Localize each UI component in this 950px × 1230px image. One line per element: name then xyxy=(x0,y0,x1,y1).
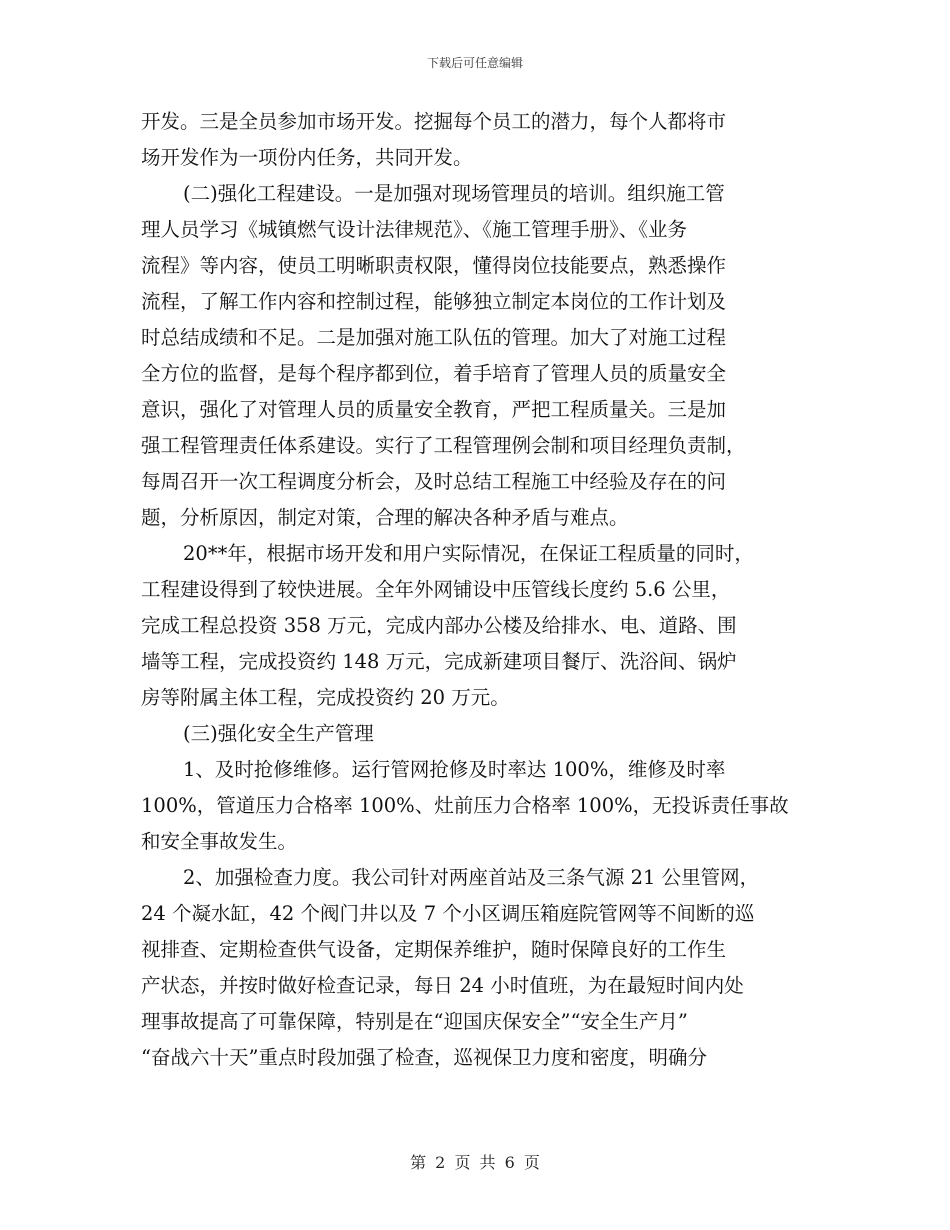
text-line: 每周召开一次工程调度分析会，及时总结工程施工中经验及存在的问 xyxy=(141,470,727,493)
text-line: 开发。三是全员参加市场开发。挖掘每个员工的潜力，每个人都将市 xyxy=(141,110,727,133)
text-line: 墙等工程，完成投资约 148 万元，完成新建项目餐厅、洗浴间、锅炉 xyxy=(141,650,737,673)
text-line: 100%，管道压力合格率 100%、灶前压力合格率 100%，无投诉责任事故 xyxy=(141,794,789,817)
body-text xyxy=(141,104,813,1076)
text-line: 20**年，根据市场开发和用户实际情况，在保证工程质量的同时， xyxy=(183,542,754,565)
text-line: 2、加强检查力度。我公司针对两座首站及三条气源 21 公里管网， xyxy=(183,866,760,889)
text-line: 工程建设得到了较快进展。全年外网铺设中压管线长度约 5.6 公里， xyxy=(141,578,731,601)
text-line: 场开发作为一项份内任务，共同开发。 xyxy=(141,146,473,169)
text-line: 1、及时抢修维修。运行管网抢修及时率达 100%，维修及时率 xyxy=(183,758,726,781)
text-line: “奋战六十天”重点时段加强了检查，巡视保卫力度和密度，明确分 xyxy=(141,1046,707,1069)
text-line: 强工程管理责任体系建设。实行了工程管理例会制和项目经理负责制， xyxy=(141,434,746,457)
page-header: 下载后可任意编辑 xyxy=(426,56,523,70)
text-line: 完成工程总投资 358 万元，完成内部办公楼及给排水、电、道路、围 xyxy=(141,614,737,637)
text-line: 24 个凝水缸，42 个阀门井以及 7 个小区调压箱庭院管网等不间断的巡 xyxy=(141,902,755,925)
text-line: 视排查、定期检查供气设备，定期保养维护，随时保障良好的工作生 xyxy=(141,938,727,961)
text-line: 理人员学习《城镇燃气设计法律规范》、《施工管理手册》、《业务 xyxy=(141,218,688,241)
text-line: (三)强化安全生产管理 xyxy=(183,722,374,745)
text-line: 产状态，并按时做好检查记录，每日 24 小时值班，为在最短时间内处 xyxy=(141,974,744,997)
text-line: 流程》等内容，使员工明晰职责权限，懂得岗位技能要点，熟悉操作 xyxy=(141,254,727,277)
text-line: 意识，强化了对管理人员的质量安全教育，严把工程质量关。三是加 xyxy=(141,398,727,421)
text-line: 理事故提高了可靠保障，特别是在“迎国庆保安全”“安全生产月” xyxy=(141,1010,688,1033)
text-line: 流程，了解工作内容和控制过程，能够独立制定本岗位的工作计划及 xyxy=(141,290,727,313)
text-line: 题，分析原因，制定对策，合理的解决各种矛盾与难点。 xyxy=(141,506,629,529)
text-line: 房等附属主体工程，完成投资约 20 万元。 xyxy=(141,686,510,709)
page-footer: 第 2 页 共 6 页 xyxy=(410,1153,540,1172)
text-line: 和安全事故发生。 xyxy=(141,830,298,853)
text-line: 时总结成绩和不足。二是加强对施工队伍的管理。加大了对施工过程 xyxy=(141,326,727,349)
text-line: (二)强化工程建设。一是加强对现场管理员的培训。组织施工管 xyxy=(183,182,725,205)
text-line: 全方位的监督，是每个程序都到位，着手培育了管理人员的质量安全 xyxy=(141,362,727,385)
